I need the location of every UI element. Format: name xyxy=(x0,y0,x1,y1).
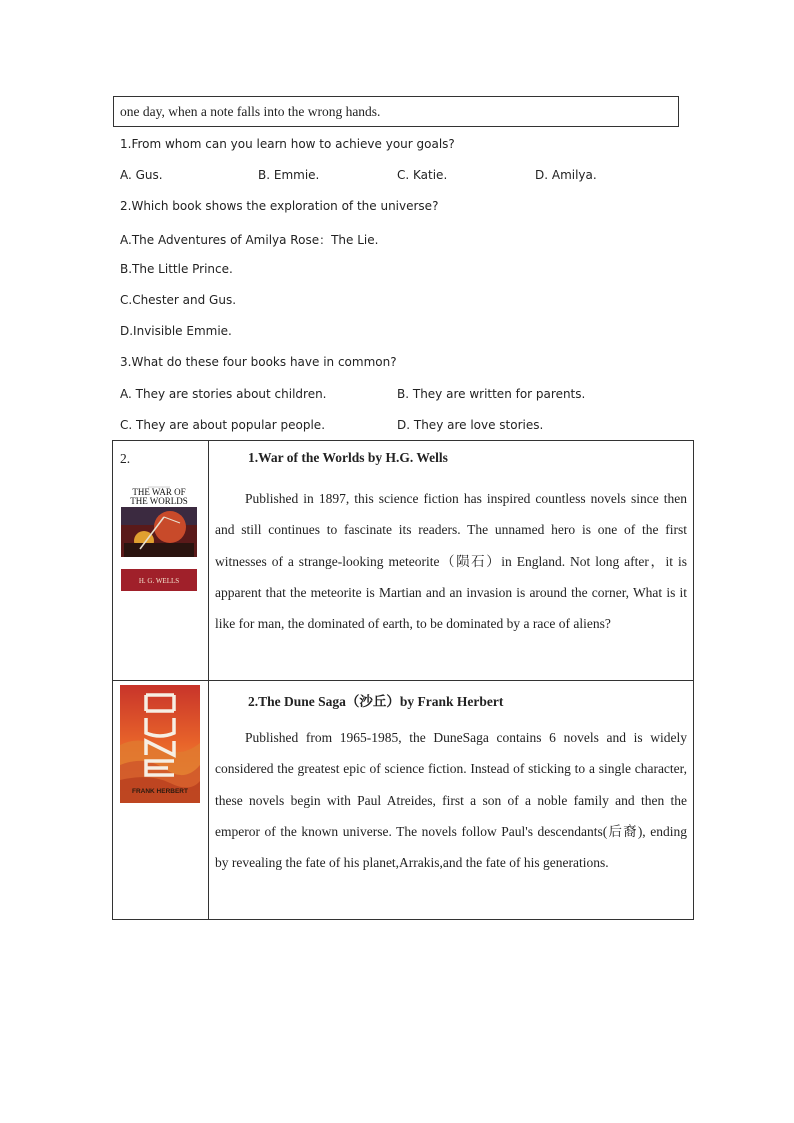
dune-description-text: Published from 1965-1985, the DuneSaga contains 6 novels and is widely considered the greatest epic of science fiction. Instead of sticking to a single character, these novels begin with Paul Atreides, first a son of a noble family and then the emperor of the known universe. The novels follow Paul's descendants(后裔), ending by revealing the fate of his planet,Arrakis,and the fate of his generations. xyxy=(215,730,687,871)
intro-text: one day, when a note falls into the wrong hands. xyxy=(120,104,381,119)
book-title-war-of-the-worlds: 1.War of the Worlds by H.G. Wells xyxy=(248,450,448,465)
q3-option-a: A. They are stories about children. xyxy=(120,387,327,401)
cover1-author: H. G. WELLS xyxy=(138,577,180,585)
q3-option-b: B. They are written for parents. xyxy=(397,387,586,401)
q2-option-d: D.Invisible Emmie. xyxy=(120,324,232,338)
q3-option-d: D. They are love stories. xyxy=(397,418,544,432)
q1-option-c: C. Katie. xyxy=(397,168,448,182)
section-number: 2. xyxy=(120,451,131,466)
question-3: 3.What do these four books have in common? xyxy=(120,355,397,369)
cover1-title-line1: THE WAR OF xyxy=(132,487,186,497)
intro-text-box xyxy=(113,96,679,127)
cover1-title-line2: THE WORLDS xyxy=(130,496,188,506)
q2-option-a: A.The Adventures of Amilya Rose：The Lie. xyxy=(120,233,379,247)
q3-option-c: C. They are about popular people. xyxy=(120,418,326,432)
q1-option-a: A. Gus. xyxy=(120,168,163,182)
q1-option-b: B. Emmie. xyxy=(258,168,320,182)
cover2-author: FRANK HERBERT xyxy=(132,788,188,795)
q1-option-d: D. Amilya. xyxy=(535,168,597,182)
table-row-divider xyxy=(113,680,693,681)
book-title-dune-saga: 2.The Dune Saga（沙丘）by Frank Herbert xyxy=(248,694,504,709)
book-table xyxy=(112,440,694,920)
war-description-text: Published in 1897, this science fiction has inspired countless novels since then and still continues to fascinate its readers. The unnamed hero is one of the first witnesses of a strange-looking meteorite（陨石）in England. Not long after，it is apparent that the meteorite is Martian and an invasion is around the corner, What is it like for man, the dominated of earth, to be dominated by a race of aliens? xyxy=(215,491,687,632)
book-description-war-of-the-worlds xyxy=(215,483,687,639)
dune-cover xyxy=(120,685,200,803)
question-2: 2.Which book shows the exploration of the universe? xyxy=(120,199,439,213)
q2-option-b: B.The Little Prince. xyxy=(120,262,233,276)
question-1: 1.From whom can you learn how to achieve your goals? xyxy=(120,137,455,151)
q2-option-c: C.Chester and Gus. xyxy=(120,293,237,307)
war-of-the-worlds-cover xyxy=(120,483,198,591)
book-description-dune-saga xyxy=(215,722,687,878)
